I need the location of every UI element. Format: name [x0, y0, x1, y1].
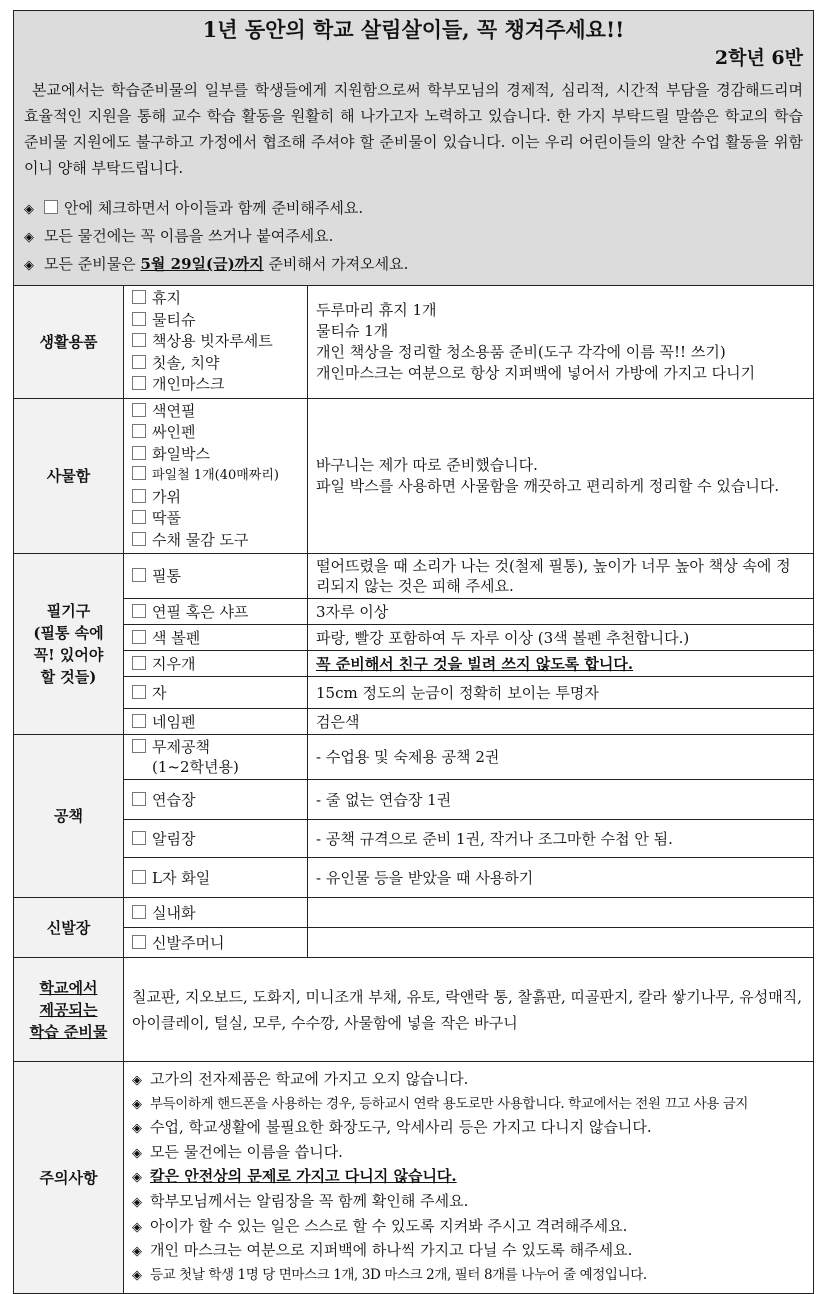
checklist-item[interactable]: 연필 혹은 샤프: [124, 599, 308, 625]
checkbox-icon[interactable]: [132, 333, 146, 347]
caution-item: ◈ 개인 마스크는 여분으로 지퍼백에 하나씩 가지고 다닐 수 있도록 해주세요.: [132, 1239, 805, 1264]
checkbox-icon[interactable]: [132, 312, 146, 326]
checklist-item[interactable]: 화일박스: [132, 444, 307, 466]
section-pencil-row: [14, 677, 814, 709]
notice-item: ◈ 안에 체크하면서 아이들과 함께 준비해주세요.: [24, 195, 803, 223]
checklist-item[interactable]: 색연필: [132, 401, 307, 423]
diamond-bullet-icon: ◈: [132, 1194, 142, 1210]
section-pencil-row: [14, 625, 814, 651]
diamond-bullet-icon: ◈: [132, 1121, 142, 1137]
caution-item: ◈ 수업, 학교생활에 불필요한 화장도구, 악세사리 등은 가지고 다니지 않습니다.: [132, 1116, 805, 1141]
caution-item: ◈ 모든 물건에는 이름을 씁니다.: [132, 1141, 805, 1166]
header-section: [14, 11, 814, 286]
section-pencil-row: [14, 554, 814, 599]
item-description: - 공책 규격으로 준비 1권, 작거나 조그마한 수첩 안 됨.: [308, 820, 814, 858]
item-description: 3자루 이상: [308, 599, 814, 625]
checkbox-icon[interactable]: [132, 831, 146, 845]
diamond-bullet-icon: ◈: [132, 1244, 142, 1260]
category-label: 공책: [14, 735, 124, 898]
section-notebook-row: [14, 735, 814, 780]
provided-list: 칠교판, 지오보드, 도화지, 미니조개 부채, 유토, 락앤락 통, 찰흙판, 띠골판지, 칼라 쌓기나무, 유성매직, 아이클레이, 털실, 모루, 수수깡, 사물함에 넣을 작은 바구니: [124, 958, 814, 1062]
deadline-date: 5월 29일(금)까지: [140, 255, 264, 273]
checklist-item[interactable]: 칫솔, 치약: [132, 353, 307, 375]
section-caution: [14, 1062, 814, 1294]
checkbox-icon[interactable]: [132, 489, 146, 503]
document-page: [13, 10, 825, 1294]
item-list: [124, 286, 308, 399]
section-notebook-row: [14, 780, 814, 820]
section-locker: [14, 398, 814, 554]
notice-item: ◈ 모든 물건에는 꼭 이름을 쓰거나 붙여주세요.: [24, 223, 803, 251]
checkbox-icon[interactable]: [132, 604, 146, 618]
checkbox-icon[interactable]: [132, 532, 146, 546]
checkbox-icon[interactable]: [132, 905, 146, 919]
category-label: 신발장: [14, 898, 124, 958]
item-description-emphasis: 꼭 준비해서 친구 것을 빌려 쓰지 않도록 합니다.: [308, 651, 814, 677]
diamond-bullet-icon: ◈: [132, 1170, 142, 1186]
diamond-bullet-icon: ◈: [24, 258, 34, 273]
checklist-item[interactable]: 가위: [132, 487, 307, 509]
checklist-item[interactable]: 필통: [124, 554, 308, 599]
checklist-item[interactable]: 파일철 1개(40매짜리): [132, 465, 307, 487]
section-notebook-row: [14, 858, 814, 898]
section-pencil-row: [14, 599, 814, 625]
diamond-bullet-icon: ◈: [132, 1267, 142, 1283]
intro-paragraph: 본교에서는 학습준비물의 일부를 학생들에게 지원함으로써 학부모님의 경제적, 심리적, 시간적 부담을 경감해드리며 효율적인 지원을 통해 교수 학습 활동을 원활히 해 나가고자 노력하고 있습니다. 한 가지 부탁드릴 말씀은 학교의 학습 준비물 지원에도 불구하고 가정에서 협조해 주셔야 할 준비물이 있습니다. 이는 우리 어린이들의 알찬 수업 활동을 위함이니 양해 부탁드립니다.: [24, 81, 804, 177]
item-description: - 줄 없는 연습장 1권: [308, 780, 814, 820]
caution-item: ◈ 학부모님께서는 알림장을 꼭 함께 확인해 주세요.: [132, 1190, 805, 1215]
checklist-item[interactable]: 물티슈: [132, 310, 307, 332]
page-title: 1년 동안의 학교 살림살이들, 꼭 챙겨주세요!!: [202, 17, 625, 42]
checkbox-icon[interactable]: [132, 466, 146, 480]
checklist-item[interactable]: 자: [124, 677, 308, 709]
checkbox-icon[interactable]: [132, 376, 146, 390]
checklist-item[interactable]: 휴지: [132, 288, 307, 310]
diamond-bullet-icon: ◈: [24, 230, 34, 245]
checklist-item[interactable]: 신발주머니: [124, 928, 308, 958]
diamond-bullet-icon: ◈: [132, 1073, 142, 1088]
diamond-bullet-icon: ◈: [132, 1145, 142, 1161]
notice-list: [24, 195, 803, 279]
class-label: 2학년 6반: [714, 47, 804, 69]
checkbox-icon[interactable]: [132, 630, 146, 644]
item-description-empty: [308, 898, 814, 928]
section-shoes-row: [14, 898, 814, 928]
checkbox-icon: [44, 200, 58, 214]
checkbox-icon[interactable]: [132, 403, 146, 417]
checklist-item[interactable]: 딱풀: [132, 508, 307, 530]
checkbox-icon[interactable]: [132, 424, 146, 438]
section-pencil-row: [14, 709, 814, 735]
checkbox-icon[interactable]: [132, 568, 146, 582]
checkbox-icon[interactable]: [132, 739, 146, 753]
caution-item: ◈ 부득이하게 핸드폰을 사용하는 경우, 등하교시 연락 용도로만 사용합니다. 학교에서는 전원 끄고 사용 금지: [132, 1093, 805, 1117]
checklist-item[interactable]: 연습장: [124, 780, 308, 820]
item-description: 15cm 정도의 눈금이 정확히 보이는 투명자: [308, 677, 814, 709]
checklist-item[interactable]: 실내화: [124, 898, 308, 928]
category-label: 사물함: [14, 398, 124, 554]
section-living: [14, 286, 814, 399]
checkbox-icon[interactable]: [132, 935, 146, 949]
caution-item-emphasis: ◈ 칼은 안전상의 문제로 가지고 다니지 않습니다.: [132, 1165, 805, 1190]
item-description: - 유인물 등을 받았을 때 사용하기: [308, 858, 814, 898]
checklist-item[interactable]: 네임펜: [124, 709, 308, 735]
section-provided: [14, 958, 814, 1062]
category-label: 생활용품: [14, 286, 124, 399]
supplies-table: [13, 10, 814, 1294]
item-description-empty: [308, 928, 814, 958]
checkbox-icon[interactable]: [132, 685, 146, 699]
section-pencil-row: [14, 651, 814, 677]
diamond-bullet-icon: ◈: [132, 1096, 142, 1112]
category-label: 주의사항: [14, 1062, 124, 1294]
caution-item: ◈ 아이가 할 수 있는 일은 스스로 할 수 있도록 지켜봐 주시고 격려해주세요.: [132, 1215, 805, 1240]
checkbox-icon[interactable]: [132, 446, 146, 460]
checklist-item[interactable]: 색 볼펜: [124, 625, 308, 651]
checklist-item[interactable]: 지우개: [124, 651, 308, 677]
item-description: 검은색: [308, 709, 814, 735]
checklist-item[interactable]: 개인마스크: [132, 374, 307, 396]
checklist-item[interactable]: 책상용 빗자루세트: [132, 331, 307, 353]
diamond-bullet-icon: ◈: [24, 202, 34, 217]
checkbox-icon[interactable]: [132, 290, 146, 304]
diamond-bullet-icon: ◈: [132, 1219, 142, 1235]
item-description: 두루마리 휴지 1개 물티슈 1개 개인 책상을 정리할 청소용품 준비(도구 각각에 이름 꼭!! 쓰기) 개인마스크는 여분으로 항상 지퍼백에 넣어서 가방에 가지고 다니기: [308, 286, 814, 399]
category-label-provided: 학교에서 제공되는 학습 준비물: [14, 958, 124, 1062]
checkbox-icon[interactable]: [132, 656, 146, 670]
checklist-item[interactable]: 수채 물감 도구: [132, 530, 307, 552]
category-label-pencil: 필기구 (필통 속에 꼭! 있어야 할 것들): [14, 554, 124, 735]
item-description: 떨어뜨렸을 때 소리가 나는 것(철제 필통), 높이가 너무 높아 책상 속에 정리되지 않는 것은 피해 주세요.: [308, 554, 814, 599]
item-description: 파랑, 빨강 포함하여 두 자루 이상 (3색 볼펜 추천합니다.): [308, 625, 814, 651]
section-shoes-row: [14, 928, 814, 958]
checklist-item[interactable]: 무제공책 (1~2학년용): [124, 735, 308, 780]
notice-item-deadline: ◈ 모든 준비물은 5월 29일(금)까지 준비해서 가져오세요.: [24, 251, 803, 279]
checkbox-icon[interactable]: [132, 355, 146, 369]
checkbox-icon[interactable]: [132, 714, 146, 728]
section-notebook-row: [14, 820, 814, 858]
caution-item: ◈ 고가의 전자제품은 학교에 가지고 오지 않습니다.: [132, 1068, 805, 1093]
checklist-item[interactable]: 알림장: [124, 820, 308, 858]
item-list: [124, 398, 308, 554]
caution-list: [124, 1062, 814, 1294]
checklist-item[interactable]: L자 화일: [124, 858, 308, 898]
item-description: - 수업용 및 숙제용 공책 2권: [308, 735, 814, 780]
item-description: 바구니는 제가 따로 준비했습니다. 파일 박스를 사용하면 사물함을 깨끗하고 편리하게 정리할 수 있습니다.: [308, 398, 814, 554]
checkbox-icon[interactable]: [132, 870, 146, 884]
caution-item: ◈ 등교 첫날 학생 1명 당 면마스크 1개, 3D 마스크 2개, 필터 8개를 나누어 줄 예정입니다.: [132, 1264, 805, 1288]
checklist-item[interactable]: 싸인펜: [132, 422, 307, 444]
checkbox-icon[interactable]: [132, 792, 146, 806]
checkbox-icon[interactable]: [132, 510, 146, 524]
